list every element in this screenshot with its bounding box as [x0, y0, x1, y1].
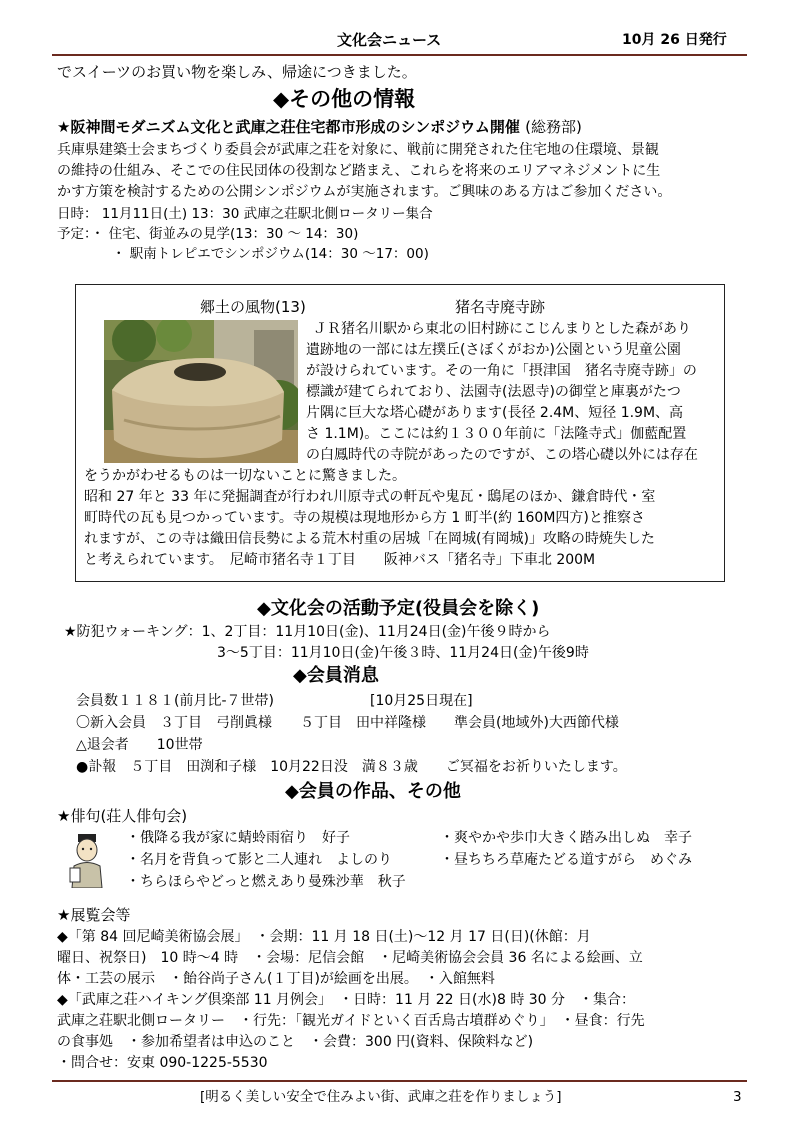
hiking-line-2: 武庫之荘駅北側ロータリー ・行先：「観光ガイドといく百舌鳥古墳群めぐり」 ・昼食：行先: [57, 1013, 645, 1029]
symposium-body-3: かす方策を検討するための公開シンポジウムが実施されます。ご興味のある方はご参加ください。: [57, 184, 672, 200]
haiku-2: ・爽やかや歩巾大きく踏み出しぬ 幸子: [440, 830, 692, 846]
feature-line-2: 遺跡地の一部には左撲丘(さぼくがおか)公園という児童公園: [306, 342, 681, 358]
other-info-heading: ◆その他の情報: [273, 87, 416, 111]
feature-wide-line-5: と考えられています。 尼崎市猪名寺１丁目 阪神バス「猪名寺」下車北 200M: [84, 552, 596, 568]
member-count: 会員数１１８１(前月比-７世帯): [76, 693, 274, 709]
feature-line-3: が設けられています。その一角に「摂津国 猪名寺廃寺跡」の: [306, 363, 697, 379]
feature-wide-line-2: 昭和 27 年と 33 年に発掘調査が行われ川原寺式の軒瓦や鬼瓦・鴟尾のほか、鎌倉時代・室: [84, 489, 656, 505]
footer-rule: [52, 1080, 747, 1082]
feature-line-1: ＪＲ猪名川駅から東北の旧村跡にこじんまりとした森があり: [313, 321, 691, 337]
footer-slogan: [明るく美しい安全で住みよい街、武庫之荘を作りましょう]: [200, 1089, 562, 1105]
haiku-1: ・俄降る我が家に蜻蛉雨宿り 好子: [126, 830, 350, 846]
feature-line-7: の白鳳時代の寺院があったのですが、この塔心礎以外には存在: [306, 447, 698, 463]
members-heading: ◆会員消息: [293, 665, 379, 686]
issue-date: 10月 26 日発行: [622, 32, 727, 48]
intro-line: でスイーツのお買い物を楽しみ、帰途につきました。: [57, 63, 417, 81]
exhibitions-title: ★展覧会等: [57, 906, 131, 924]
feature-line-5: 片隅に巨大な塔心礎があります(長径 2.4M、短径 1.9M、高: [306, 405, 684, 421]
new-members: 〇新入会員 ３丁目 弓削眞様 ５丁目 田中祥隆様 準会員(地域外)大西節代様: [76, 715, 619, 731]
hiking-line-3: の食事処 ・参加希望者は申込のこと ・会費：300 円(資料、保険料など): [57, 1034, 534, 1050]
exhibition-line-2: 曜日、祝祭日) 10 時～4 時 ・会場：尼信会館 ・尼崎美術協会会員 36 名による絵画、立: [57, 950, 643, 966]
page-number: 3: [733, 1089, 742, 1105]
contact-line: ・問合せ：安東 090-1225-5530: [57, 1055, 268, 1071]
feature-line-4: 標識が建てられており、法園寺(法恩寺)の御堂と庫裏がたつ: [306, 384, 681, 400]
hiking-line-1: ◆「武庫之荘ハイキング倶楽部 11 月例会」 ・日時：11 月 22 日(水)8 時 30 分 ・集合：: [57, 992, 636, 1008]
symposium-body-2: の維持の仕組み、そこでの住民団体の役割など踏まえ、これらを将来のエリアマネジメントに生: [57, 163, 661, 179]
feature-wide-line-4: れますが、この寺は織田信長勢による荒木村重の居城「在岡城(有岡城)」攻略の時焼失した: [84, 531, 655, 547]
obituary: ●訃報 ５丁目 田渕和子様 10月22日没 満８３歳 ご冥福をお祈りいたします。: [76, 759, 627, 775]
haiku-4: ・昼ちちろ草庵たどる道すがら めぐみ: [440, 852, 692, 868]
exhibition-line-3: 体・工芸の展示 ・飴谷尚子さん(１丁目)が絵画を出展。 ・入館無料: [57, 971, 495, 987]
symposium-datetime: 日時： 11月11日(土) 13：30 武庫之荘駅北側ロータリー集合: [57, 206, 433, 222]
haiku-3: ・名月を背負って影と二人連れ よしのり: [126, 852, 392, 868]
local-feature-title: 郷土の風物(13): [200, 298, 306, 316]
exhibition-line-1: ◆「第 84 回尼崎美術協会展」 ・会期：11 月 18 日(土)～12 月 17 日(日)(休館：月: [57, 929, 591, 945]
feature-wide-line-1: をうかがわせるものは一切ないことに驚きました。: [84, 468, 406, 484]
symposium-schedule-2: ・ 駅南トレピエでシンポジウム(14：30 ～17：00): [112, 246, 429, 262]
withdrawn-members: △退会者 10世帯: [76, 737, 203, 753]
activities-heading: ◆文化会の活動予定(役員会を除く): [257, 598, 540, 619]
stone-foundation-photo: [104, 320, 298, 463]
symposium-body-1: 兵庫県建築士会まちづくり委員会が武庫之荘を対象に、戦前に開発された住宅地の住環境、景観: [57, 142, 659, 158]
haiku-5: ・ちらほらやどっと燃えあり曼殊沙華 秋子: [126, 874, 406, 890]
haiku-title: ★俳句(荘人俳句会): [57, 807, 188, 825]
patrol-walking-line-2: 3～5丁目：11月10日(金)午後３時、11月24日(金)午後9時: [217, 645, 589, 661]
member-count-date: [10月25日現在]: [370, 693, 473, 709]
local-feature-subtitle: 猪名寺廃寺跡: [455, 298, 546, 316]
symposium-title: ★阪神間モダニズム文化と武庫之荘住宅都市形成のシンポジウム開催 (総務部): [57, 118, 582, 136]
feature-wide-line-3: 町時代の瓦も見つかっています。寺の規模は現地形から方 1 町半(約 160M四方)と推察さ: [84, 510, 645, 526]
haiku-poet-illustration: [66, 832, 108, 888]
header-rule: [52, 54, 747, 56]
patrol-walking-line-1: ★防犯ウォーキング：1、2丁目：11月10日(金)、11月24日(金)午後９時から: [64, 624, 551, 640]
symposium-schedule-1: 予定：・ 住宅、街並みの見学(13：30 ～ 14：30): [57, 226, 359, 242]
newsletter-title: 文化会ニュース: [337, 31, 442, 49]
symposium-dept: (総務部): [525, 118, 582, 136]
works-heading: ◆会員の作品、その他: [285, 781, 461, 802]
feature-line-6: さ 1.1M)。ここには約１３００年前に「法隆寺式」伽藍配置: [306, 426, 687, 442]
